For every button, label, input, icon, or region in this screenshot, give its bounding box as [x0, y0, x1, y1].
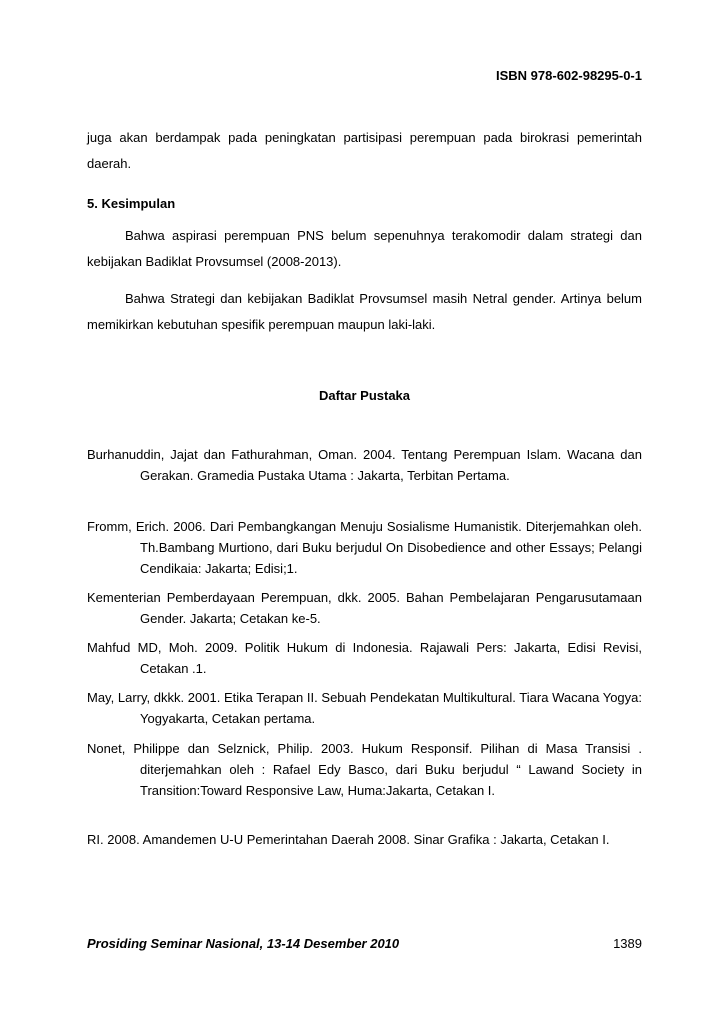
isbn-header: ISBN 978-602-98295-0-1	[496, 68, 642, 83]
conclusion-paragraph-1: Bahwa aspirasi perempuan PNS belum sepenuhnya terakomodir dalam strategi dan kebijakan Badiklat Provsumsel (2008-2013).	[87, 228, 642, 269]
reference-item: Fromm, Erich. 2006. Dari Pembangkangan Menuju Sosialisme Humanistik. Diterjemahkan oleh. Th.Bambang Murtiono, dari Buku berjudul On Disobedience and other Essays; Pelangi Cendikaia: Jakarta; Edisi;1.	[87, 519, 642, 576]
document-page	[87, 0, 642, 1030]
section-heading: 5. Kesimpulan	[87, 196, 176, 211]
continuation-paragraph: juga akan berdampak pada peningkatan partisipasi perempuan pada birokrasi pemerintah daerah.	[87, 130, 642, 171]
reference-item: Mahfud MD, Moh. 2009. Politik Hukum di Indonesia. Rajawali Pers: Jakarta, Edisi Revisi, Cetakan .1.	[87, 640, 642, 676]
references-title: Daftar Pustaka	[318, 388, 411, 403]
page-number: 1389	[613, 936, 642, 951]
reference-item: May, Larry, dkkk. 2001. Etika Terapan II. Sebuah Pendekatan Multikultural. Tiara Wacana Yogya: Yogyakarta, Cetakan pertama.	[87, 690, 642, 726]
reference-item: Kementerian Pemberdayaan Perempuan, dkk. 2005. Bahan Pembelajaran Pengarusutamaan Gender. Jakarta; Cetakan ke-5.	[87, 590, 642, 626]
reference-item: Burhanuddin, Jajat dan Fathurahman, Oman. 2004. Tentang Perempuan Islam. Wacana dan Gerakan. Gramedia Pustaka Utama : Jakarta, Terbitan Pertama.	[87, 447, 642, 483]
reference-item: Nonet, Philippe dan Selznick, Philip. 2003. Hukum Responsif. Pilihan di Masa Transisi . diterjemahkan oleh : Rafael Edy Basco, dari Buku berjudul “ Lawand Society in Transition:Toward Responsive Law, Huma:Jakarta, Cetakan I.	[87, 741, 642, 798]
conclusion-paragraph-2: Bahwa Strategi dan kebijakan Badiklat Provsumsel masih Netral gender. Artinya belum memikirkan kebutuhan spesifik perempuan maupun laki-laki.	[87, 291, 642, 332]
reference-item: RI. 2008. Amandemen U-U Pemerintahan Daerah 2008. Sinar Grafika : Jakarta, Cetakan I.	[87, 832, 610, 847]
footer-proceedings: Prosiding Seminar Nasional, 13-14 Desember 2010	[87, 936, 400, 951]
